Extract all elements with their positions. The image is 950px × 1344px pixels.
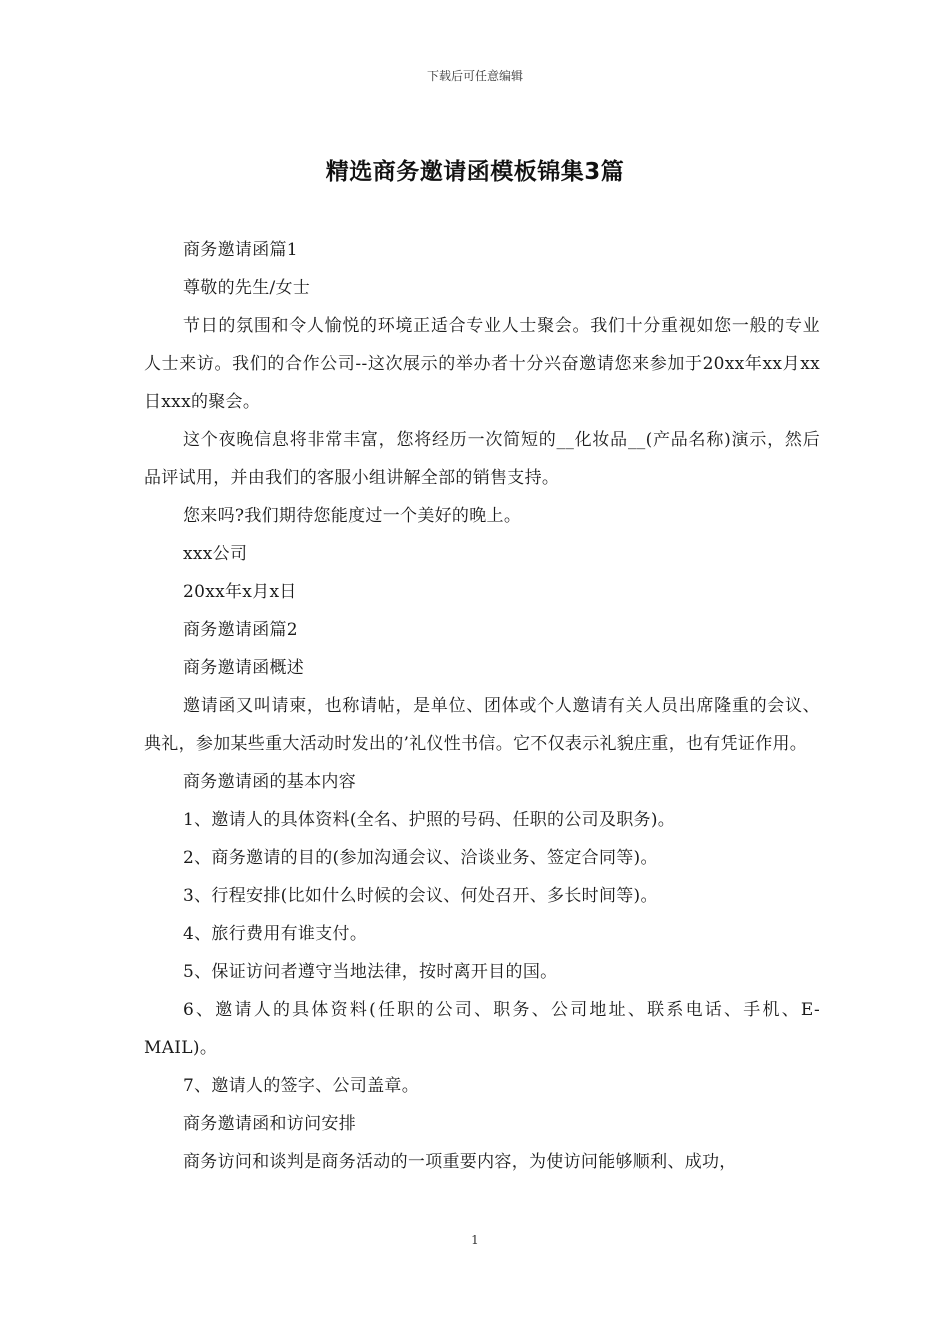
document-title: 精选商务邀请函模板锦集3篇 (325, 159, 625, 185)
paragraph: 您来吗?我们期待您能度过一个美好的晚上。 (183, 506, 522, 526)
paragraph: 商务访问和谈判是商务活动的一项重要内容，为使访问能够顺利、成功， (183, 1152, 737, 1172)
paragraph: 这个夜晚信息将非常丰富，您将经历一次简短的__化妆品__(产品名称)演示，然后品评试用，并由我们的客服小组讲解全部的销售支持。 (144, 430, 820, 488)
paragraph: 1、邀请人的具体资料(全名、护照的号码、任职的公司及职务)。 (183, 810, 676, 830)
paragraph: 6、邀请人的具体资料(任职的公司、职务、公司地址、联系电话、手机、E-MAIL)。 (144, 1000, 820, 1058)
paragraph: 商务邀请函概述 (183, 658, 305, 678)
page-number: 1 (471, 1233, 479, 1247)
paragraph: 节日的氛围和令人愉悦的环境正适合专业人士聚会。我们十分重视如您一般的专业人士来访。我们的合作公司--这次展示的举办者十分兴奋邀请您来参加于20xx年xx月xx日xxx的聚会。 (144, 316, 820, 412)
paragraph: 7、邀请人的签字、公司盖章。 (183, 1076, 420, 1096)
paragraph: 商务邀请函篇1 (183, 240, 298, 260)
paragraph: 邀请函又叫请柬，也称请帖，是单位、团体或个人邀请有关人员出席隆重的会议、典礼，参加某些重大活动时发出的’礼仪性书信。它不仅表示礼貌庄重，也有凭证作用。 (144, 696, 820, 754)
paragraph: 尊敬的先生/女士 (183, 278, 311, 298)
paragraph: 5、保证访问者遵守当地法律，按时离开目的国。 (183, 962, 558, 982)
paragraph: 商务邀请函和访问安排 (183, 1114, 356, 1134)
paragraph: 商务邀请函的基本内容 (183, 772, 356, 792)
paragraph: 商务邀请函篇2 (183, 620, 298, 640)
header-note: 下载后可任意编辑 (426, 69, 523, 83)
paragraph: 2、商务邀请的目的(参加沟通会议、洽谈业务、签定合同等)。 (183, 848, 658, 868)
document-body (144, 231, 820, 1181)
paragraph: 4、旅行费用有谁支付。 (183, 924, 368, 944)
paragraph: 3、行程安排(比如什么时候的会议、何处召开、多长时间等)。 (183, 886, 658, 906)
paragraph: 20xx年x月x日 (183, 582, 297, 602)
paragraph: xxx公司 (183, 544, 248, 564)
